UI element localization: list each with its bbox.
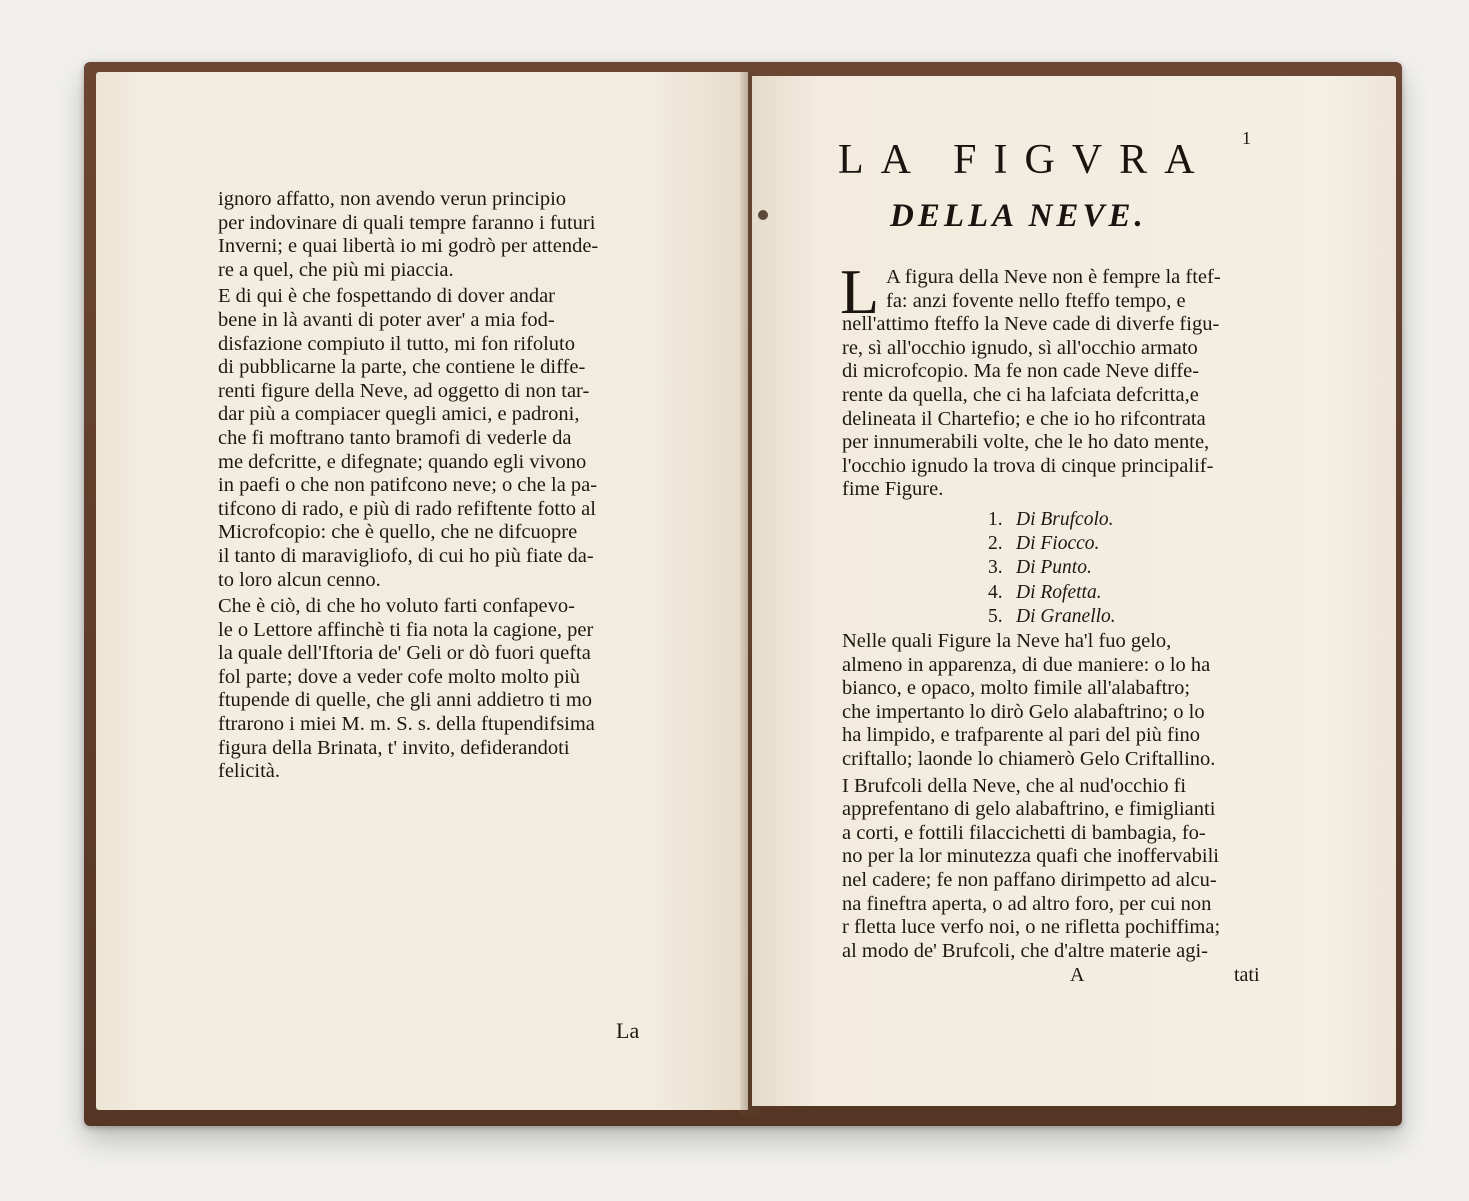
text-line: ftrarono i miei M. m. S. s. della ftupendifsima: [218, 713, 595, 736]
chapter-title: LA FIGVRA: [838, 137, 1212, 183]
text-line: al modo de' Brufcoli, che d'altre materie agi-: [842, 939, 1208, 962]
figure-list-item: [988, 556, 1116, 580]
text-line: bianco, e opaco, molto fimile all'alabaftro;: [842, 677, 1191, 700]
text-line: I Brufcoli della Neve, che al nud'occhio fi: [842, 774, 1187, 797]
drop-cap: L: [840, 256, 880, 327]
figure-list-item: [988, 532, 1116, 556]
text-line: in paefi o che non patifcono neve; o che la pa-: [218, 474, 598, 497]
figure-list-item: [988, 581, 1116, 605]
text-line: almeno in apparenza, di due maniere: o lo ha: [842, 653, 1211, 676]
figure-list-item: [988, 605, 1116, 629]
text-line: fa: anzi fovente nello fteffo tempo, e: [886, 289, 1186, 312]
text-line: re, sì all'occhio ignudo, sì all'occhio armato: [842, 336, 1198, 359]
text-line: le o Lettore affinchè ti fia nota la cagione, per: [218, 618, 594, 641]
text-line: dar più a compiacer quegli amici, e padroni,: [218, 403, 580, 426]
text-line: apprefentano di gelo alabaftrino, e fimiglianti: [842, 798, 1216, 821]
text-line: di microfcopio. Ma fe non cade Neve diffe-: [842, 360, 1200, 383]
text-line: renti figure della Neve, ad oggetto di non tar-: [218, 379, 590, 402]
text-line: Microfcopio: che è quello, che ne difcuopre: [218, 521, 578, 544]
text-line: per indovinare di quali tempre faranno i futuri: [218, 211, 596, 234]
figure-number: 4.: [988, 581, 1003, 603]
figure-number: 5.: [988, 605, 1003, 627]
text-line: l'occhio ignudo la trova di cinque principalif-: [842, 454, 1214, 477]
text-line: a corti, e fottili filaccichetti di bambagia, fo-: [842, 821, 1206, 844]
text-line: criftallo; laonde lo chiamerò Gelo Criftallino.: [842, 747, 1216, 770]
text-line: na fineftra aperta, o ad altro foro, per cui non: [842, 892, 1212, 915]
text-line: Nelle quali Figure la Neve ha'l fuo gelo,: [842, 630, 1172, 652]
text-line: Che è ciò, di che ho voluto farti confapevo-: [218, 595, 575, 618]
right-page: [752, 76, 1396, 1106]
left-catchword: La: [616, 1018, 640, 1043]
ink-spot: [758, 210, 768, 220]
text-line: fol parte; dove a veder cofe molto molto più: [218, 665, 581, 688]
text-line: che impertanto lo dirò Gelo alabaftrino; o lo: [842, 700, 1205, 723]
text-line: tifcono di rado, e più di rado refiftente fotto al: [218, 497, 596, 520]
signature-mark: A: [1070, 964, 1085, 986]
text-line: no per la lor minutezza quafi che inoffervabili: [842, 845, 1220, 868]
chapter-subtitle: DELLA NEVE.: [890, 198, 1147, 234]
text-line: to loro alcun cenno.: [218, 568, 381, 591]
text-line: felicità.: [218, 760, 281, 783]
text-line: Inverni; e quai libertà io mi godrò per attende-: [218, 235, 599, 258]
left-page: [96, 72, 748, 1110]
body-text: [842, 630, 1286, 963]
text-line: E di qui è che fospettando di dover andar: [218, 285, 555, 308]
text-line: ignoro affatto, non avendo verun principio: [218, 188, 567, 210]
figure-label: Di Punto.: [1016, 557, 1092, 579]
right-catchword: tati: [1234, 964, 1260, 986]
text-line: disfazione compiuto il tutto, mi fon rifoluto: [218, 332, 575, 355]
text-line: la quale dell'Iftoria de' Geli or dò fuori quefta: [218, 642, 591, 665]
page-number: 1: [1242, 128, 1251, 148]
text-line: ftupende di quelle, che gli anni addietro ti mo: [218, 689, 593, 712]
text-line: per innumerabili volte, che le ho dato mente,: [842, 431, 1210, 454]
text-line: ha limpido, e trafparente al pari del più fino: [842, 724, 1201, 747]
figure-list-item: [988, 508, 1116, 532]
figure-label: Di Rofetta.: [1016, 581, 1102, 603]
left-page-text: [218, 188, 666, 784]
text-line: A figura della Neve non è fempre la ftef-: [886, 266, 1221, 288]
text-line: di pubblicarne la parte, che contiene le diffe-: [218, 356, 586, 379]
intro-paragraph: [840, 256, 1286, 502]
text-line: il tanto di maravigliofo, di cui ho più fiate da-: [218, 544, 594, 567]
figures-list: [988, 508, 1116, 629]
text-line: me defcritte, e difegnate; quando egli vivono: [218, 450, 587, 473]
figure-number: 1.: [988, 509, 1003, 530]
text-line: nel cadere; fe non paffano dirimpetto ad alcu-: [842, 868, 1217, 891]
text-line: che fi moftrano tanto bramofi di vederle da: [218, 426, 572, 449]
text-line: bene in là avanti di poter aver' a mia fod-: [218, 308, 555, 331]
figure-label: Di Brufcolo.: [1016, 509, 1114, 530]
text-line: figura della Brinata, t' invito, defiderandoti: [218, 736, 570, 759]
text-line: fime Figure.: [842, 478, 944, 501]
text-line: re a quel, che più mi piaccia.: [218, 258, 454, 281]
text-line: r fletta luce verfo noi, o ne rifletta pochiffima;: [842, 916, 1221, 939]
text-line: nell'attimo fteffo la Neve cade di diverfe figu-: [842, 313, 1220, 336]
figure-label: Di Fiocco.: [1016, 533, 1100, 555]
text-line: delineata il Chartefio; e che io ho rifcontrata: [842, 407, 1206, 430]
figure-label: Di Granello.: [1016, 605, 1116, 627]
text-line: rente da quella, che ci ha lafciata defcritta,e: [842, 383, 1199, 406]
figure-number: 3.: [988, 557, 1003, 579]
figure-number: 2.: [988, 533, 1003, 555]
